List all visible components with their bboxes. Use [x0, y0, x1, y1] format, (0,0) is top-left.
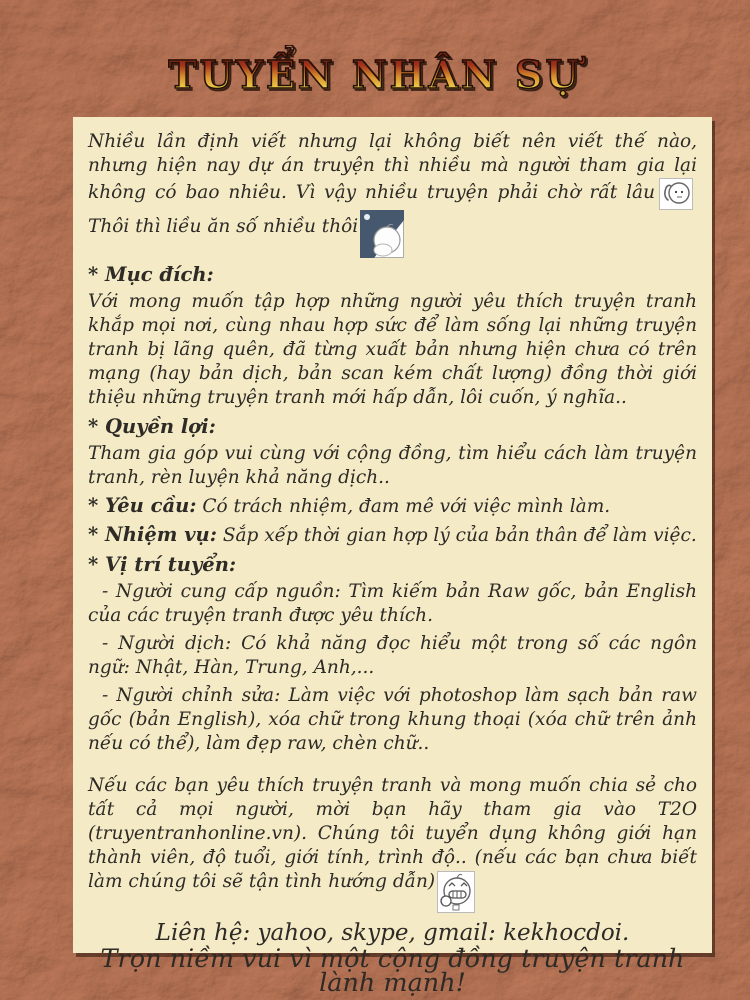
leaning-emote-icon: [360, 210, 404, 258]
intro-text-2: Thôi thì liều ăn số nhiều thôi: [88, 216, 359, 237]
section-heading-quyen-loi: * Quyền lợi:: [88, 415, 216, 438]
nhiem-vu-line: [88, 523, 697, 548]
slogan-line: Trọn niềm vui vì một cộng đồng truyện tranh lành mạnh!: [100, 944, 685, 998]
laughing-emote-icon: [437, 871, 475, 913]
contact-line: Liên hệ: yahoo, skype, gmail: kekhocdoi.: [155, 920, 630, 946]
intro-paragraph: [88, 130, 697, 258]
muc-dich-body: Với mong muốn tập hợp những người yêu thích truyện tranh khắp mọi nơi, cùng nhau hợp sức để làm sống lại những truyện tranh bị lãng quên, đã từng xuất bản nhưng hiện chưa có trên mạng (hay bản dịch, bản scan kém chất lượng) đồng thời giới thiệu những truyện tranh mới hấp dẫn, lôi cuốn, ý nghĩa..: [88, 291, 697, 408]
position-item-source-provider: - Người cung cấp nguồn: Tìm kiếm bản Raw gốc, bản English của các truyện tranh được yêu thích.: [88, 581, 697, 626]
position-item-editor: - Người chỉnh sửa: Làm việc với photoshop làm sạch bản raw gốc (bản English), xóa chữ trong khung thoại (xóa chữ trên ảnh nếu có thể), làm đẹp raw, chèn chữ..: [88, 685, 697, 754]
yeu-cau-line: [88, 494, 697, 519]
section-heading-muc-dich: * Mục đích:: [88, 263, 214, 286]
closing-text: Nếu các bạn yêu thích truyện tranh và mong muốn chia sẻ cho tất cả mọi người, mời bạn hãy tham gia vào T2O (truyentranhonline.vn). Chúng tôi tuyển dụng không giới hạn thành viên, độ tuổi, giới tính, trình độ.. (nếu các bạn chưa biết làm chúng tôi sẽ tận tình hướng dẫn): [88, 775, 697, 892]
section-heading-vi-tri: * Vị trí tuyển:: [88, 553, 237, 576]
nhiem-vu-body: Sắp xếp thời gian hợp lý của bản thân để làm việc.: [216, 525, 697, 546]
page-title: TUYỂN NHÂN SỰ: [0, 52, 750, 97]
content-panel: [73, 117, 712, 998]
quyen-loi-body: Tham gia góp vui cùng với cộng đồng, tìm hiểu cách làm truyện tranh, rèn luyện khả năng dịch..: [88, 443, 697, 488]
section-heading-yeu-cau: * Yêu cầu:: [88, 494, 197, 517]
position-item-translator: - Người dịch: Có khả năng đọc hiểu một trong số các ngôn ngữ: Nhật, Hàn, Trung, Anh,...: [88, 633, 697, 678]
section-heading-nhiem-vu: * Nhiệm vụ:: [88, 523, 217, 546]
yeu-cau-body: Có trách nhiệm, đam mê với việc mình làm.: [196, 496, 611, 517]
intro-text-1: Nhiều lần định viết nhưng lại không biết nên viết thế nào, nhưng hiện nay dự án truyện thì nhiều mà người tham gia lại không có bao nhiêu. Vì vậy nhiều truyện phải chờ rất lâu: [88, 131, 697, 203]
waving-emote-icon: [659, 178, 693, 210]
closing-paragraph: [88, 774, 697, 913]
